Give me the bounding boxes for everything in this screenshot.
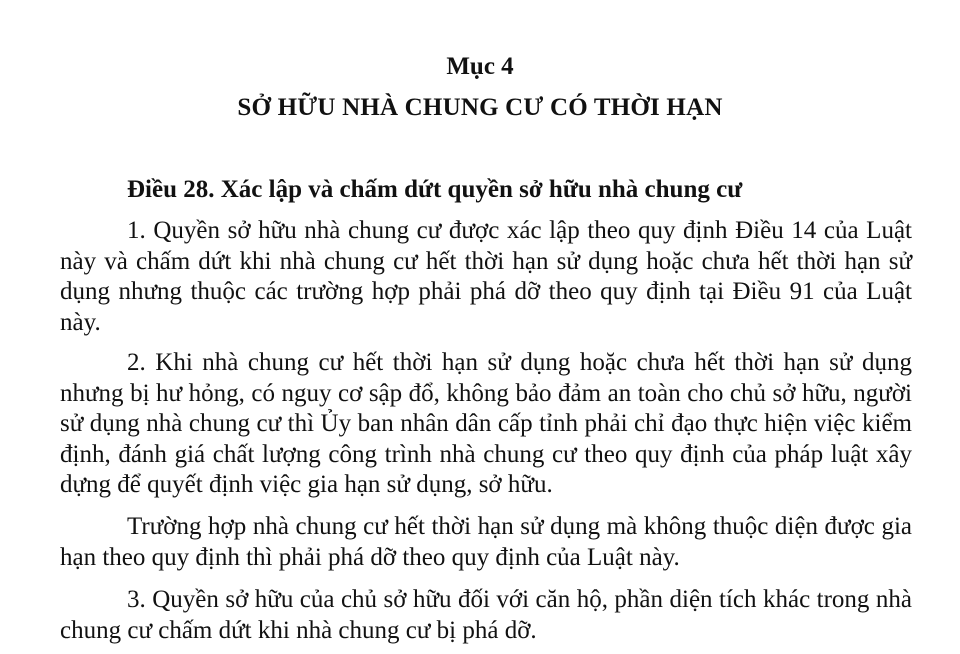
article-heading: Điều 28. Xác lập và chấm dứt quyền sở hữu nhà chung cư bbox=[127, 176, 743, 203]
section-label: Mục 4 bbox=[446, 53, 514, 80]
article-paragraph-2: 2. Khi nhà chung cư hết thời hạn sử dụng hoặc chưa hết thời hạn sử dụng nhưng bị hư hỏng, có nguy cơ sập đổ, không bảo đảm an toàn cho chủ sở hữu, người sử dụng nhà chung cư thì Ủy ban nhân dân cấp tỉnh phải chỉ đạo thực hiện việc kiểm định, đánh giá chất lượng công trình nhà chung cư theo quy định của pháp luật xây dựng để quyết định việc gia hạn sử dụng, sở hữu. bbox=[60, 349, 912, 498]
section-title: SỞ HỮU NHÀ CHUNG CƯ CÓ THỜI HẠN bbox=[237, 94, 723, 121]
article-paragraph-1: 1. Quyền sở hữu nhà chung cư được xác lập theo quy định Điều 14 của Luật này và chấm dứt khi nhà chung cư hết thời hạn sử dụng hoặc chưa hết thời hạn sử dụng nhưng thuộc các trường hợp phải phá dỡ theo quy định tại Điều 91 của Luật này. bbox=[60, 217, 912, 336]
article-paragraph-3: Trường hợp nhà chung cư hết thời hạn sử dụng mà không thuộc diện được gia hạn theo quy định thì phải phá dỡ theo quy định của Luật này. bbox=[60, 513, 912, 571]
article-paragraph-4: 3. Quyền sở hữu của chủ sở hữu đối với căn hộ, phần diện tích khác trong nhà chung cư chấm dứt khi nhà chung cư bị phá dỡ. bbox=[60, 586, 912, 644]
